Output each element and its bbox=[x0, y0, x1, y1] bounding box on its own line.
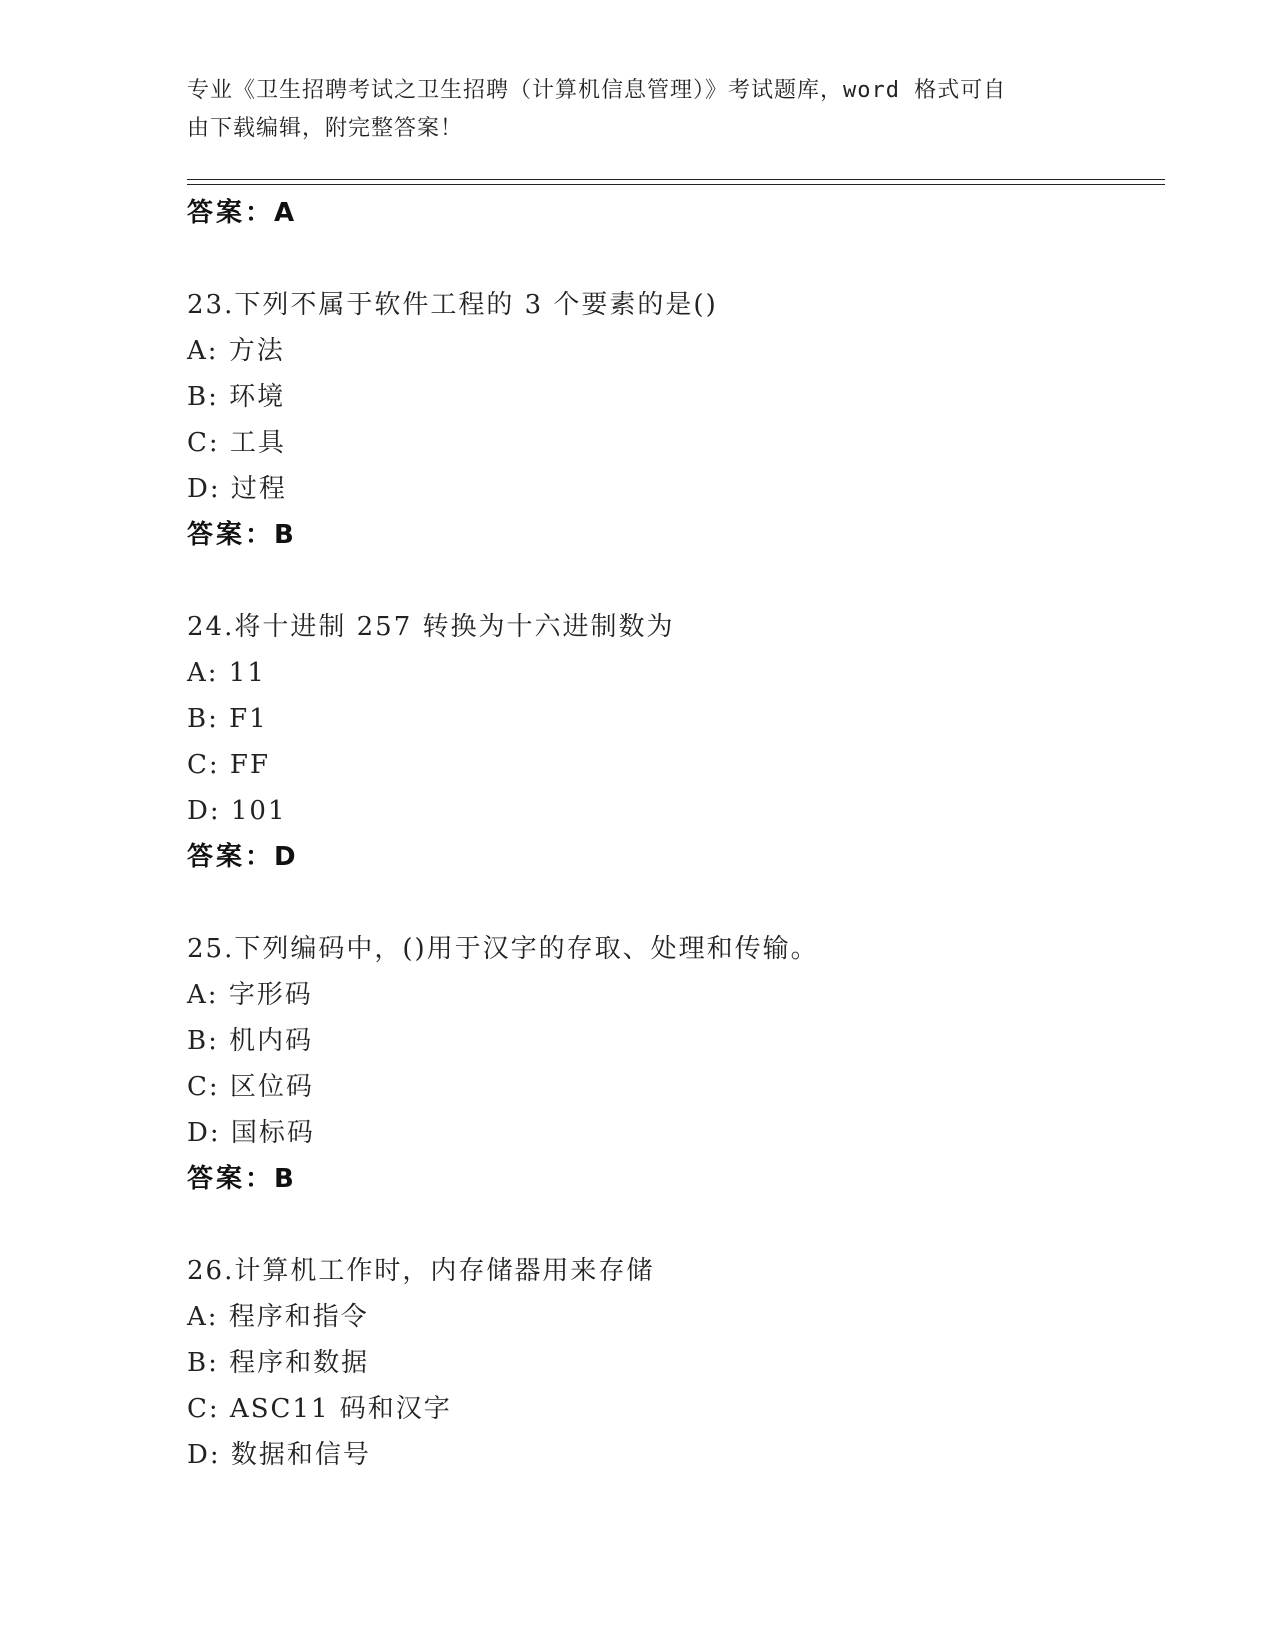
question-stem: 23.下列不属于软件工程的 3 个要素的是() bbox=[187, 290, 718, 320]
option-d: D: 101 bbox=[187, 796, 287, 826]
option-c: C: 工具 bbox=[187, 428, 286, 458]
question-stem: 26.计算机工作时，内存储器用来存储 bbox=[187, 1256, 655, 1286]
option-b: B: 环境 bbox=[187, 382, 286, 412]
header-line-1: 专业《卫生招聘考试之卫生招聘（计算机信息管理）》考试题库，word 格式可自 bbox=[187, 78, 1007, 103]
document-header bbox=[187, 72, 1067, 148]
option-a: A: 程序和指令 bbox=[187, 1302, 369, 1332]
question-stem: 24.将十进制 257 转换为十六进制数为 bbox=[187, 612, 675, 642]
spacer bbox=[187, 236, 1167, 282]
spacer bbox=[187, 1202, 1167, 1248]
option-c: C: FF bbox=[187, 750, 270, 780]
answer-line: 答案：D bbox=[187, 842, 299, 872]
header-divider-bottom bbox=[187, 184, 1165, 185]
answer-line: 答案：A bbox=[187, 198, 298, 228]
header-divider-top bbox=[187, 179, 1165, 180]
option-d: D: 数据和信号 bbox=[187, 1440, 371, 1470]
option-c: C: 区位码 bbox=[187, 1072, 314, 1102]
option-d: D: 国标码 bbox=[187, 1118, 315, 1148]
option-b: B: F1 bbox=[187, 704, 268, 734]
option-a: A: 字形码 bbox=[187, 980, 313, 1010]
question-stem: 25.下列编码中，()用于汉字的存取、处理和传输。 bbox=[187, 934, 819, 964]
spacer bbox=[187, 880, 1167, 926]
answer-line: 答案：B bbox=[187, 520, 297, 550]
option-b: B: 机内码 bbox=[187, 1026, 314, 1056]
option-a: A: 方法 bbox=[187, 336, 285, 366]
option-d: D: 过程 bbox=[187, 474, 287, 504]
option-c: C: ASC11 码和汉字 bbox=[187, 1394, 452, 1424]
option-b: B: 程序和数据 bbox=[187, 1348, 370, 1378]
answer-line: 答案：B bbox=[187, 1164, 297, 1194]
spacer bbox=[187, 558, 1167, 604]
option-a: A: 11 bbox=[187, 658, 266, 688]
header-line-2: 由下载编辑，附完整答案！ bbox=[187, 116, 464, 141]
question-list bbox=[187, 190, 1167, 1478]
